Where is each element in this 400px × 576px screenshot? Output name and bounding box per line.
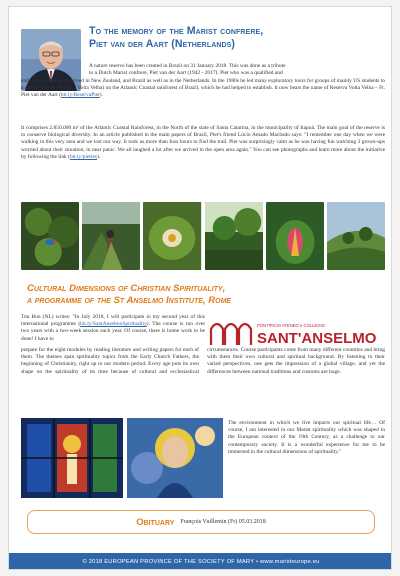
rainforest-gallery [21,202,385,270]
newsletter-page [8,6,392,570]
logo-big-text: SANT'ANSELMO [257,330,377,347]
gallery-photo-4 [205,202,263,270]
article2-intro: Ton Bun (NL) writes: "In July 2018, I will participate in my second year of this international programme (bit.ly/SantAnselmoSpirituality). The course is run over two years with a two-week session each year. Of course, there is home work to be done! I have to [21,314,206,342]
stained-glass-image [21,418,123,498]
article2-body-text: prepare for the eight modules by reading literature and writing papers for each of them. The themes span spirituality topics from the Early Church Fathers, the beginning of Christianity, right up to our modern period. Every age puts its own shape on the spirituality of its time because of cultural and ecclesiastical circumstances. Course participants come from many different countries and bring with them their own cultural and spiritual background. By listening to their varied perspectives, one gets the impression of a global village, and yet the differences between national traditions and customs are huge. [21,347,385,375]
footer-bar [9,553,392,570]
article2-title-line1: Cultural Dimensions of Christian Spirituality, [27,283,226,294]
santanselmo-logo [209,317,385,347]
logo-small-text: PONTIFICIO ATENEO e COLLEGIO [257,323,325,328]
article1-p1-line1: A nature reserve has been created in Brazil on 31 January 2018. This was done as a tribute [89,63,286,69]
article1-p2-text: It comprises 2.850.000 m² of the Atlantic Coastal Rainforest, in the North of the state of Santa Catarina, in the municipality of Itapoá. The main goal of the reserve is to conserve biological diversity. In an article published in the main papers of Brazil, Piet's friend Lúcio Amado Machado says: "I remember one day when we were walking in this very area and we lost our way. It took us more than four hours to find the trail. Piet was surprisingly calm as he was having fun watching 3 grown-ups worried about their situation, in near panic. We all laughed a lot after we arrived in the open area again." You can see photographs and learn more about the initiative by following the link [21,125,385,160]
article2-body [21,347,385,376]
obituary-box [27,510,375,534]
article2-conclusion-text: The environment in which we live impacts our spiritual life… Of course, I am interested in our Marist spirituality which was shaped in the European context of the 19th Century, as a challenge to our contemporary society. It is a wonderful experience for me to be immersed in the cultural dimensions of spirituality." [228,420,385,455]
article1-p1-rest: enthusiastic biologist, served in New Zealand, and Brazil as well as in the Netherlands. In the 1980s he led many exploratory tours for groups of mainly US students to a nature reserve (Reserva Volta Velha) on the Atlantic Coastal rainforest of Brazil, which he had helped to establish. It now bears the name of Reserva Volta Velha – Fr. Piet van der Aart [21,77,385,98]
gallery-photo-3 [143,202,201,270]
article1-title-line2: Piet van der Aart (Netherlands) [89,38,236,50]
gallery-photo-1 [21,202,79,270]
article1-title-line1: To the memory of the Marist confrere, [89,25,264,37]
gallery-photo-2 [82,202,140,270]
santanselmo-link[interactable]: bit.ly/SantAnselmoSpirituality [80,321,147,328]
pieties-link[interactable]: bit.ly/pieties [69,153,97,160]
article2-intro-text: Ton Bun (NL) writes: "In July 2018, I will participate in my second year of this international programme [21,314,205,328]
article2-conclusion [228,420,385,456]
footer-text[interactable]: © 2018 EUROPEAN PROVINCE OF THE SOCIETY OF MARY • www.maristeurope.eu [82,559,320,565]
reserva-piet-link[interactable]: bit.ly/ReservaPiet [60,91,100,98]
article2-title-line2: a programme of the St Anselmo Institute, Rome [27,295,232,306]
article2-intro-text2: The course is run over two years with a two-week session each year. Of course, there is home work to be done! I have to [21,321,206,342]
article1-title [89,25,385,51]
article1-paragraph-intro [89,63,385,77]
gallery-photo-5 [266,202,324,270]
obituary-title: Obituary [136,516,175,528]
arches-icon [211,324,251,345]
article1-p1-line2: to a Dutch Marist confrere, Piet van der Aart (1942 - 2017). Piet who was a qualified and [89,70,283,77]
article1-paragraph-2: It comprises 2.850.000 m² of the Atlantic Coastal Rainforest, in the North of the state of Santa Catarina, in the municipality of Itapoá. The main goal of the reserve is to conserve biological diversity. In an article published in the main papers of Brazil, Piet's friend Lúcio Amado Machado says: "I remember one day when we were walking in this very area and we lost our way. It took us more than four hours to find the trail. Piet was surprisingly calm as he was having fun watching 3 grown-ups worried about their situation, in near panic. We all laughed a lot after we arrived in the open area again." You can see photographs and learn more about the initiative by following the link (bit.ly/pieties). [21,125,385,160]
icon-painting-image [127,418,223,498]
gallery-photo-6 [327,202,385,270]
article2-title [27,283,357,307]
obituary-text: François Vuillemin (Fr) 05.03.2018 [180,519,266,525]
article1-paragraph-1: enthusiastic biologist, served in New Zealand, and Brazil as well as in the Netherlands. In the 1980s he led many exploratory tours for groups of mainly US students to a nature reserve (Reserva Volta Velha) on the Atlantic Coastal rainforest of Brazil, which he had helped to establish. It now bears the name of Reserva Volta Velha – Fr. Piet van der Aart (bit.ly/ReservaPiet). [21,77,385,98]
